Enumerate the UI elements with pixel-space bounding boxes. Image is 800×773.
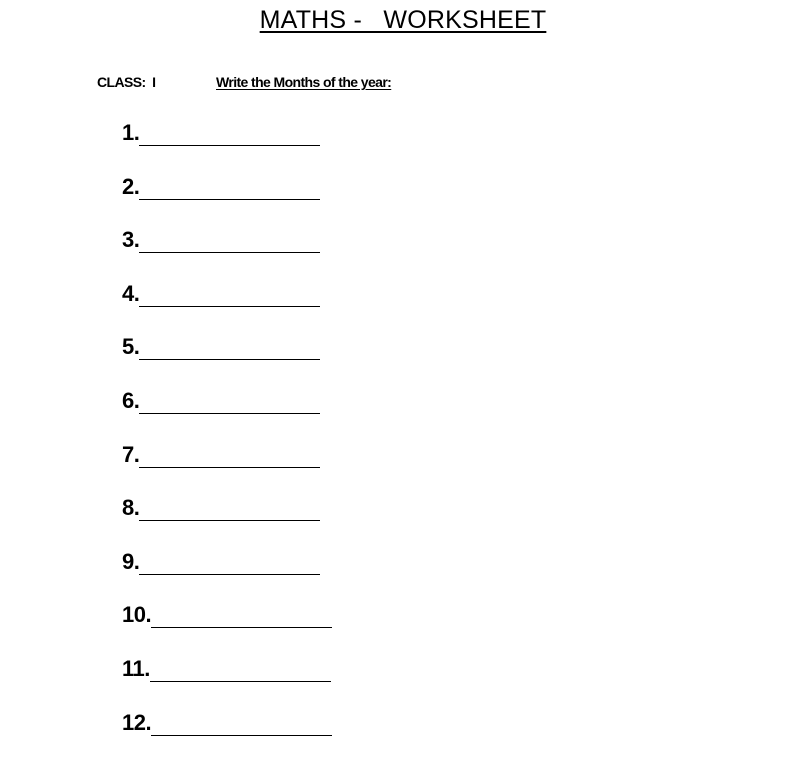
- answer-blank[interactable]: [151, 708, 332, 736]
- answer-blank[interactable]: [139, 172, 320, 200]
- item-number: 1.: [122, 120, 140, 145]
- answer-blank[interactable]: [139, 547, 320, 575]
- answer-blank[interactable]: [139, 225, 320, 253]
- answer-list: [122, 118, 332, 761]
- answer-row: [122, 547, 332, 601]
- answer-row: [122, 600, 332, 654]
- item-number: 9.: [122, 548, 140, 574]
- item-number: 5.: [122, 334, 140, 360]
- answer-row: [122, 172, 332, 226]
- answer-row: [122, 440, 332, 494]
- answer-blank[interactable]: [139, 118, 320, 146]
- answer-row: [122, 708, 332, 762]
- answer-row: [122, 118, 332, 172]
- item-number: 2.: [122, 173, 140, 199]
- class-label: CLASS: I: [97, 74, 156, 90]
- answer-blank[interactable]: [139, 279, 320, 307]
- answer-blank[interactable]: [139, 440, 320, 468]
- instruction-heading: Write the Months of the year:: [216, 74, 392, 90]
- item-number: 7.: [122, 441, 140, 467]
- worksheet-title: MATHS - WORKSHEET: [259, 6, 547, 34]
- answer-row: [122, 332, 332, 386]
- item-number: 10.: [122, 602, 152, 628]
- item-number: 11.: [122, 655, 150, 681]
- answer-blank[interactable]: [139, 332, 320, 360]
- answer-blank[interactable]: [151, 600, 332, 628]
- answer-row: [122, 654, 332, 708]
- answer-blank[interactable]: [139, 386, 320, 414]
- answer-blank[interactable]: [139, 493, 320, 521]
- answer-blank[interactable]: [150, 654, 331, 682]
- item-number: 3.: [122, 227, 140, 253]
- answer-row: [122, 493, 332, 547]
- item-number: 6.: [122, 387, 140, 413]
- answer-row: [122, 225, 332, 279]
- item-number: 12.: [122, 709, 152, 735]
- answer-row: [122, 279, 332, 333]
- item-number: 8.: [122, 495, 140, 521]
- item-number: 4.: [122, 280, 140, 306]
- answer-row: [122, 386, 332, 440]
